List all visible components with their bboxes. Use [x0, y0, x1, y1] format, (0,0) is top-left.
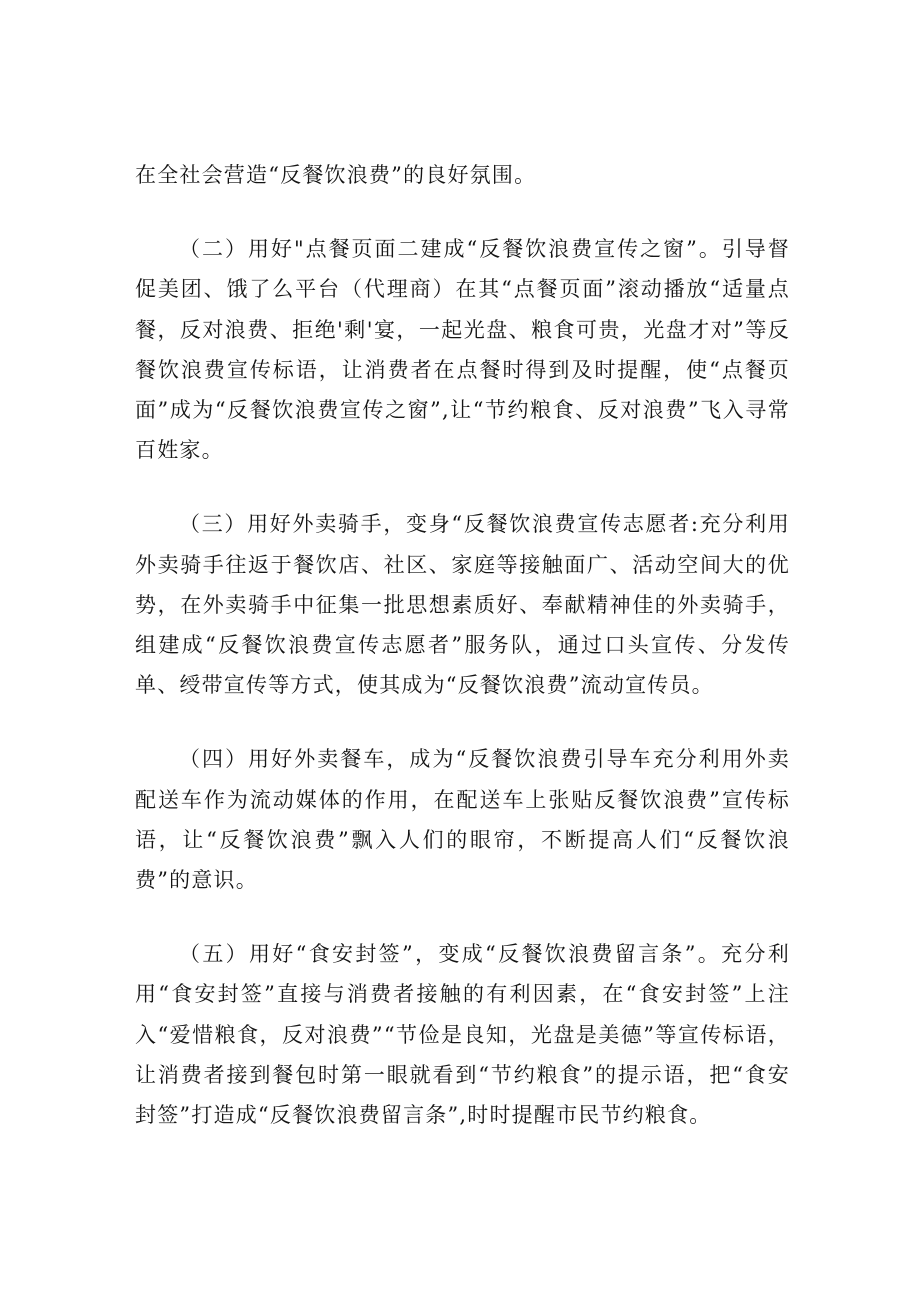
paragraph-section-4: （四）用好外卖餐车，成为“反餐饮浪费引导车充分利用外卖配送车作为流动媒体的作用，在配送车上张贴反餐饮浪费”宣传标语，让“反餐饮浪费”飘入人们的眼帘，不断提高人们“反餐饮浪费”的意识。 — [135, 747, 790, 893]
paragraph-section-2: （二）用好"点餐页面二建成“反餐饮浪费宣传之窗”。引导督促美团、饿了么平台（代理商）在其“点餐页面”滚动播放“适量点餐，反对浪费、拒绝'剩'宴，一起光盘、粮食可贵，光盘才对”等反餐饮浪费宣传标语，让消费者在点餐时得到及时提醒，使“点餐页面”成为“反餐饮浪费宣传之窗”,让“节约粮食、反对浪费”飞入寻常百姓家。 — [135, 237, 790, 463]
paragraph-section-3: （三）用好外卖骑手，变身“反餐饮浪费宣传志愿者:充分利用外卖骑手往返于餐饮店、社区、家庭等接触面广、活动空间大的优势，在外卖骑手中征集一批思想素质好、奉献精神佳的外卖骑手，组建成“反餐饮浪费宣传志愿者”服务队，通过口头宣传、分发传单、绶带宣传等方式，使其成为“反餐饮浪费”流动宣传员。 — [135, 512, 790, 698]
paragraph-section-5: （五）用好“食安封签”，变成“反餐饮浪费留言条”。充分利用“食安封签”直接与消费者接触的有利因素，在“食安封签”上注入“爱惜粮食，反对浪费”“节俭是良知，光盘是美德”等宣传标语，让消费者接到餐包时第一眼就看到“节约粮食”的提示语，把“食安封签”打造成“反餐饮浪费留言条”,时时提醒市民节约粮食。 — [135, 942, 790, 1128]
document-body — [135, 155, 790, 1135]
paragraph-intro-tail: 在全社会营造“反餐饮浪费”的良好氛围。 — [135, 163, 537, 187]
